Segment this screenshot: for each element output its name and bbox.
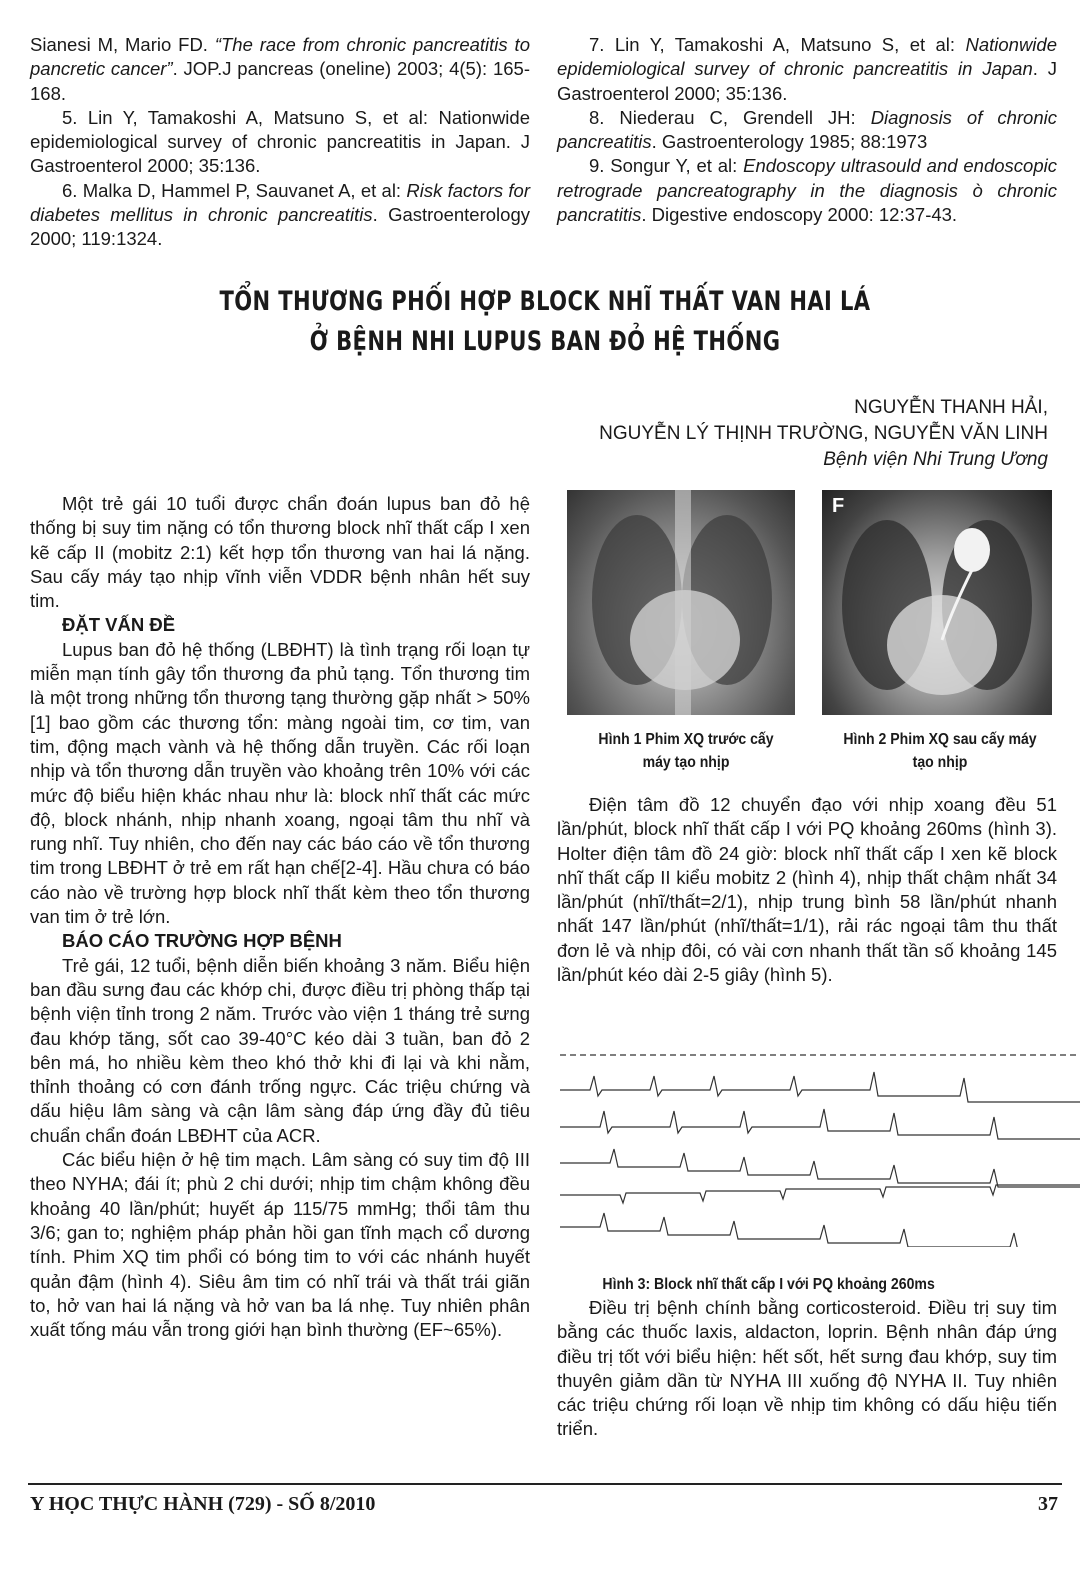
figure-caption: Hình 2 Phim XQ sau cấy máy tạo nhịp (843, 731, 1037, 771)
article-title (120, 282, 970, 362)
chest-xray-pacemaker-illustration (822, 490, 1052, 715)
title-line: Ở BỆNH NHI LUPUS BAN ĐỎ HỆ THỐNG (309, 326, 781, 357)
section-heading: BÁO CÁO TRƯỜNG HỢP BỆNH (62, 930, 342, 952)
ecg-lead (560, 1185, 1080, 1203)
reference: 6. Malka D, Hammel P, Sauvanet A, et al: Risk factors for diabetes mellitus in chronic pancreatitis. Gastroenterology 2000; 119:1324. (30, 179, 530, 250)
reference: 7. Lin Y, Tamakoshi A, Matsuno S, et al: Nationwide epidemiological survey of chronic pancreatitis in Japan. J Gastroenterol 2000; 35:136. (557, 34, 1057, 104)
reference: 8. Niederau C, Grendell JH: Diagnosis of chronic pancreatitis. Gastroenterology 1985; 88:1973 (557, 106, 1057, 153)
title-line: TỔN THƯƠNG PHỐI HỢP BLOCK NHĨ THẤT VAN HAI LÁ (219, 286, 871, 317)
ecg-trace-image (560, 1035, 1080, 1247)
references-right (557, 33, 1057, 227)
page-number: 37 (1038, 1493, 1058, 1515)
author: NGUYỄN LÝ THỊNH TRƯỜNG, NGUYỄN VĂN LINH (599, 423, 1048, 444)
paragraph: Trẻ gái, 12 tuổi, bệnh diễn biến khoảng 3 năm. Biểu hiện ban đầu sưng đau các khớp chi, được điều trị phòng thấp tại bệnh viện tỉnh trong 2 năm. Trước vào viện 1 tháng trẻ sưng đau khớp tăng, sốt cao 39-40°C kéo dài 3 tuần, ban đỏ 2 bên má, ho nhiều kèm theo khó thở khi đi lại và khi nằm, thỉnh thoảng có cơn đánh trống ngực. Các triệu chứng và dấu hiệu lâm sàng và cận lâm sàng đáp ứng đầy đủ tiêu chuẩn chẩn đoán LBĐHT của ACR. (30, 954, 530, 1146)
authors (599, 395, 1048, 473)
reference: 5. Lin Y, Tamakoshi A, Matsuno S, et al: Nationwide epidemiological survey of chronic pancreatitis in Japan. J Gastroenterol 2000; 35:136. (30, 106, 530, 177)
right-column-text-2 (557, 1296, 1057, 1442)
ecg-lead (560, 1213, 1080, 1247)
footer-divider (28, 1483, 1062, 1485)
chest-xray-illustration (567, 490, 795, 715)
section-heading: ĐẶT VẤN ĐỀ (62, 614, 176, 636)
ecg-lead (560, 1072, 1080, 1102)
author: NGUYỄN THANH HẢI, (854, 397, 1048, 418)
xray-before-image (567, 490, 795, 715)
figure-caption: Hình 1 Phim XQ trước cấy máy tạo nhịp (598, 731, 774, 771)
paragraph: Điều trị bệnh chính bằng corticosteroid. Điều trị suy tim bằng các thuốc laxis, aldacton, loprin. Bệnh nhân đáp ứng điều trị tốt với biểu hiện: hết sốt, hết sưng đau khớp, suy tim thuyên giảm dần từ NYHA III xuống độ NYHA II. Tuy nhiên các triệu chứng rối loạn về nhịp tim không có dấu hiệu tiến triển. (557, 1297, 1057, 1440)
left-column (30, 492, 530, 1342)
paragraph: Các biểu hiện ở hệ tim mạch. Lâm sàng có suy tim độ III theo NYHA; đái ít; phù 2 chi dưới; nhịp tim chậm không đều khoảng 40 lần/phút; huyết áp 115/75 mmHg; thổi tâm thu 3/6; gan to; nghiệm pháp phản hồi gan tĩnh mạch cổ dương tính. Phim XQ tim phổi có bóng tim to với các nhánh huyết quản đậm (hình 4). Siêu âm tim có nhĩ trái và thất trái giãn to, hở van hai lá nặng và hở van ba lá nhẹ. Tuy nhiên phân xuất tống máu vẫn trong giới hạn bình thường (EF~65%). (30, 1149, 530, 1341)
xray-after-image (822, 490, 1052, 715)
ecg-lead (560, 1109, 1080, 1139)
paragraph: Lupus ban đỏ hệ thống (LBĐHT) là tình trạng rối loạn tự miễn mạn tính gây tổn thương đa phủ tạng. Tổn thương tim là một trong những tổn thương tạng thường gặp nhất > 50%[1] bao gồm các thương tổn: màng ngoài tim, cơ tim, van tim, động mạch vành và hệ thống dẫn truyền. Các rối loạn nhịp và tổn thương dẫn truyền vào khoảng trên 10% với các mức độ biểu hiện khác nhau như là: block nhĩ thất các mức độ, block nhánh, nhịp nhanh xoang, ngoại tâm thu nhĩ và rung nhĩ. Tuy nhiên, cho đến nay các báo cáo về tổn thương tim trong LBĐHT ở trẻ em rất hạn chế[2-4]. Hầu chưa có báo cáo nào về trường hợp block nhĩ thất kèm theo tổn thương van tim ở trẻ lớn. (30, 638, 530, 928)
journal-footer: Y HỌC THỰC HÀNH (729) - SỐ 8/2010 (30, 1493, 376, 1515)
abstract: Một trẻ gái 10 tuổi được chẩn đoán lupus ban đỏ hệ thống bị suy tim nặng có tổn thương block nhĩ thất cấp I xen kẽ cấp II (mobitz 2:1) kết hợp tổn thương van hai lá nặng. Sau cấy máy tạo nhịp vĩnh viễn VDDR bệnh nhân hết suy tim. (30, 493, 530, 612)
right-column-text (557, 793, 1057, 987)
paragraph: Điện tâm đồ 12 chuyển đạo với nhịp xoang đều 51 lần/phút, block nhĩ thất cấp I với PQ khoảng 260ms (hình 3). Holter điện tâm đồ 24 giờ: block nhĩ thất cấp I xen kẽ block nhĩ thất cấp II kiểu mobitz 2 (hình 4), nhịp thất chậm nhất 34 lần/phút (nhĩ/thất=2/1), nhịp trung bình 58 lần/phút nhanh nhất 147 lần/phút (nhĩ/thất=1/1), rải rác ngoại tâm thu thất đơn lẻ và nhịp đôi, có vài cơn nhanh thất tần số khoảng 145 lần/phút kéo dài 2-5 giây (hình 5). (557, 794, 1057, 986)
references-left (30, 33, 530, 252)
film-marker: F (832, 495, 845, 517)
ecg-lead (560, 1149, 1080, 1187)
affiliation: Bệnh viện Nhi Trung Ương (823, 449, 1048, 470)
reference: Sianesi M, Mario FD. “The race from chronic pancreatitis to pancretic cancer”. JOP.J pancreas (oneline) 2003; 4(5): 165-168. (30, 34, 530, 104)
reference: 9. Songur Y, et al: Endoscopy ultrasould and endoscopic retrograde pancreatography in the diagnosis ò chronic pancratitis. Digestive endoscopy 2000: 12:37-43. (557, 155, 1057, 226)
figure-caption: Hình 3: Block nhĩ thất cấp I với PQ khoảng 260ms (602, 1276, 935, 1293)
